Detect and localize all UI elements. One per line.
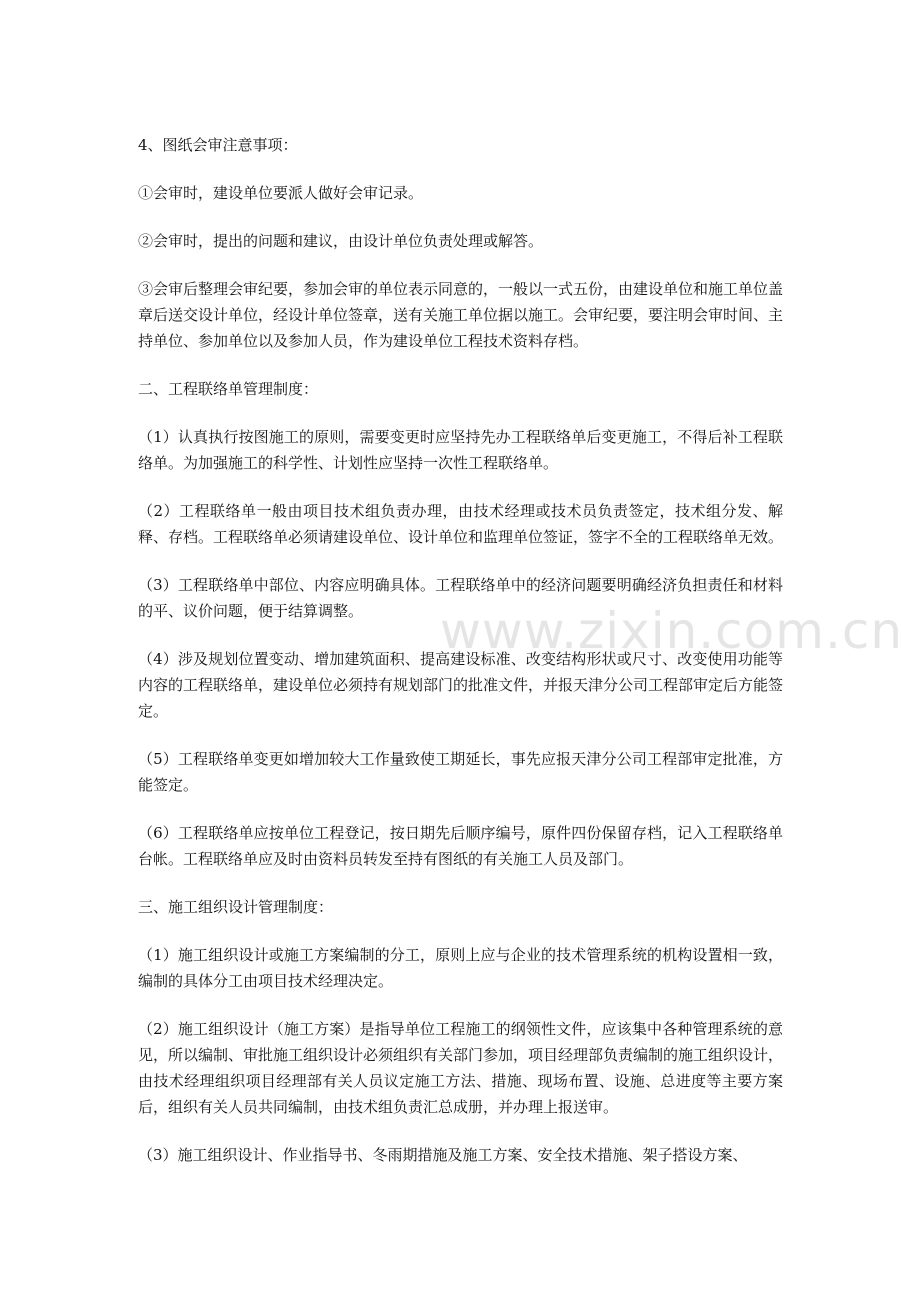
section-4-item-1: ①会审时，建设单位要派人做好会审记录。 <box>138 184 424 202</box>
section-4-item-2: ②会审时，提出的问题和建议，由设计单位负责处理或解答。 <box>138 232 544 250</box>
section-2-item-4: （4）涉及规划位置变动、增加建筑面积、提高建设标准、改变结构形状或尺寸、改变使用功能等内容的工程联络单，建设单位必须持有规划部门的批准文件，并报天津分公司工程部审定后方能签定。 <box>138 650 784 720</box>
section-2-item-3: （3）工程联络单中部位、内容应明确具体。工程联络单中的经济问题要明确经济负担责任和材料的平、议价问题，便于结算调整。 <box>138 576 783 620</box>
watermark: www.zixin.com.cn <box>440 602 904 660</box>
section-2-item-6: （6）工程联络单应按单位工程登记，按日期先后顺序编号，原件四份保留存档，记入工程联络单台帐。工程联络单应及时由资料员转发至持有图纸的有关施工人员及部门。 <box>138 824 783 868</box>
section-3-heading: 三、施工组织设计管理制度： <box>138 898 334 916</box>
section-3-item-2: （2）施工组织设计（施工方案）是指导单位工程施工的纲领性文件，应该集中各种管理系统的意见，所以编制、审批施工组织设计必须组织有关部门参加，项目经理部负责编制的施工组织设计，由技术经理组织项目经理部有关人员议定施工方法、措施、现场布置、设施、总进度等主要方案后，组织有关人员共同编制，由技术组负责汇总成册，并办理上报送审。 <box>138 1020 784 1116</box>
document-body <box>138 132 783 1190</box>
section-2-item-1: （1）认真执行按图施工的原则，需要变更时应坚持先办工程联络单后变更施工，不得后补工程联络单。为加强施工的科学性、计划性应坚持一次性工程联络单。 <box>138 428 783 472</box>
section-4-heading: 4、图纸会审注意事项： <box>138 136 298 154</box>
section-2-heading: 二、工程联络单管理制度： <box>138 380 319 398</box>
section-2-item-2: （2）工程联络单一般由项目技术组负责办理，由技术经理或技术员负责签定，技术组分发、解释、存档。工程联络单必须请建设单位、设计单位和监理单位签证，签字不全的工程联络单无效。 <box>138 502 784 546</box>
section-2-item-5: （5）工程联络单变更如增加较大工作量致使工期延长，事先应报天津分公司工程部审定批准，方能签定。 <box>138 750 783 794</box>
section-4-item-3: ③会审后整理会审纪要，参加会审的单位表示同意的，一般以一式五份，由建设单位和施工单位盖章后送交设计单位，经设计单位签章，送有关施工单位据以施工。会审纪要，要注明会审时间、主持单位、参加单位以及参加人员，作为建设单位工程技术资料存档。 <box>138 280 784 350</box>
section-3-item-1: （1）施工组织设计或施工方案编制的分工，原则上应与企业的技术管理系统的机构设置相一致，编制的具体分工由项目技术经理决定。 <box>138 946 783 990</box>
section-3-item-3: （3）施工组织设计、作业指导书、冬雨期措施及施工方案、安全技术措施、架子搭设方案、 <box>138 1146 748 1164</box>
